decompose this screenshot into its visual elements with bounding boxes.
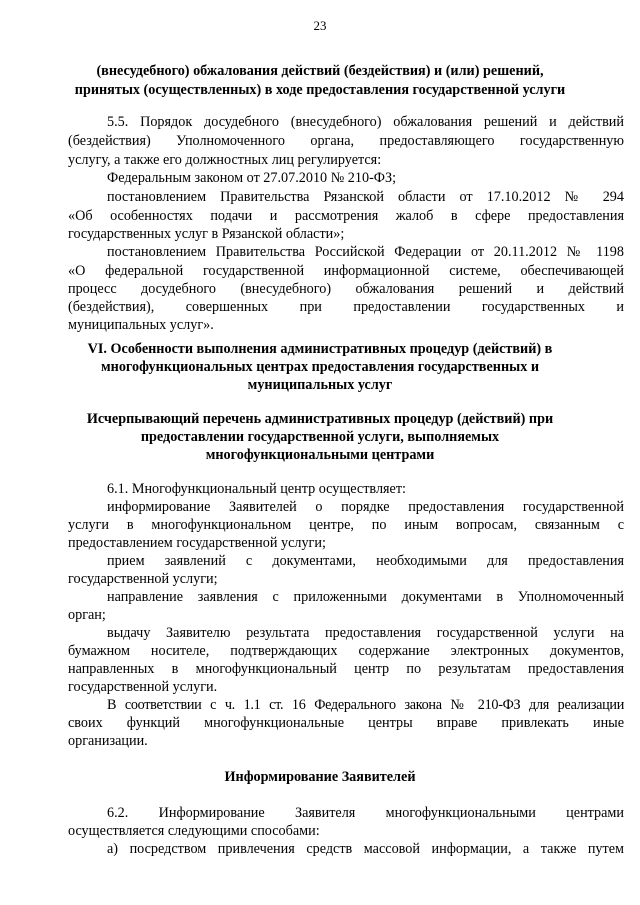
text-line: Исчерпывающий перечень административных процедур (действий) при — [86, 411, 554, 427]
text-line: VI. Особенности выполнения административных процедур (действий) в — [87, 341, 553, 357]
text-line: принятых (осуществленных) в ходе предоставления государственной услуги — [74, 82, 566, 98]
text-line: многофункциональными центрами — [205, 447, 435, 463]
text-line: организации. — [68, 733, 148, 749]
text-line: направленных в многофункциональный центр по результатам предоставления — [68, 661, 624, 677]
text-line: муниципальных услуг». — [68, 317, 214, 333]
page-number: 23 — [313, 18, 327, 33]
text-line: Федеральным законом от 27.07.2010 № 210-ФЗ; — [107, 170, 397, 186]
text-line: осуществляется следующими способами: — [68, 823, 320, 839]
text-line: информирование Заявителей о порядке предоставления государственной — [107, 499, 624, 515]
text-line: 6.1. Многофункциональный центр осуществляет: — [107, 481, 406, 497]
text-line: многофункциональных центрах предоставления государственных и — [100, 359, 540, 375]
text-line: предоставлением государственной услуги; — [68, 535, 326, 551]
text-line: прием заявлений с документами, необходимыми для предоставления — [107, 553, 624, 569]
text-line: (внесудебного) обжалования действий (бездействия) и (или) решений, — [96, 63, 544, 79]
text-line: 5.5. Порядок досудебного (внесудебного) обжалования решений и действий — [107, 114, 624, 130]
text-line: процесс досудебного (внесудебного) обжалования решений и действий — [68, 281, 624, 297]
text-line: услугу, а также его должностных лиц регулируется: — [68, 152, 382, 168]
text-line: бумажном носителе, подтверждающих содержание электронных документов, — [68, 643, 624, 659]
text-line: предоставлении государственной услуги, выполняемых — [140, 429, 500, 445]
text-line: «Об особенностях подачи и рассмотрения жалоб в сфере предоставления — [68, 208, 624, 224]
text-line: (бездействия) Уполномоченного органа, предоставляющего государственную — [68, 133, 624, 149]
text-line: направление заявления с приложенными документами в Уполномоченный — [107, 589, 624, 605]
text-line: орган; — [68, 607, 106, 623]
text-line: услуги в многофункциональном центре, по иным вопросам, связанным с — [68, 517, 624, 533]
text-line: Информирование Заявителей — [224, 769, 416, 785]
text-line: а) посредством привлечения средств массовой информации, а также путем — [107, 841, 624, 857]
text-line: постановлением Правительства Рязанской области от 17.10.2012 № 294 — [107, 189, 624, 205]
text-line: государственной услуги. — [68, 679, 218, 695]
text-line: муниципальных услуг — [247, 377, 393, 393]
text-line: 6.2. Информирование Заявителя многофункциональными центрами — [107, 805, 624, 821]
text-line: своих функций многофункциональные центры вправе привлекать иные — [68, 715, 624, 731]
text-line: выдачу Заявителю результата предоставления государственной услуги на — [107, 625, 624, 641]
text-line: государственных услуг в Рязанской области»; — [68, 226, 345, 242]
text-line: постановлением Правительства Российской Федерации от 20.11.2012 № 1198 — [107, 244, 624, 260]
text-line: В соответствии с ч. 1.1 ст. 16 Федерального закона № 210-ФЗ для реализации — [107, 697, 624, 713]
text-line: государственной услуги; — [68, 571, 218, 587]
text-line: «О федеральной государственной информационной системе, обеспечивающей — [68, 263, 624, 279]
text-line: (бездействия), совершенных при предоставлении государственных и — [68, 299, 624, 315]
